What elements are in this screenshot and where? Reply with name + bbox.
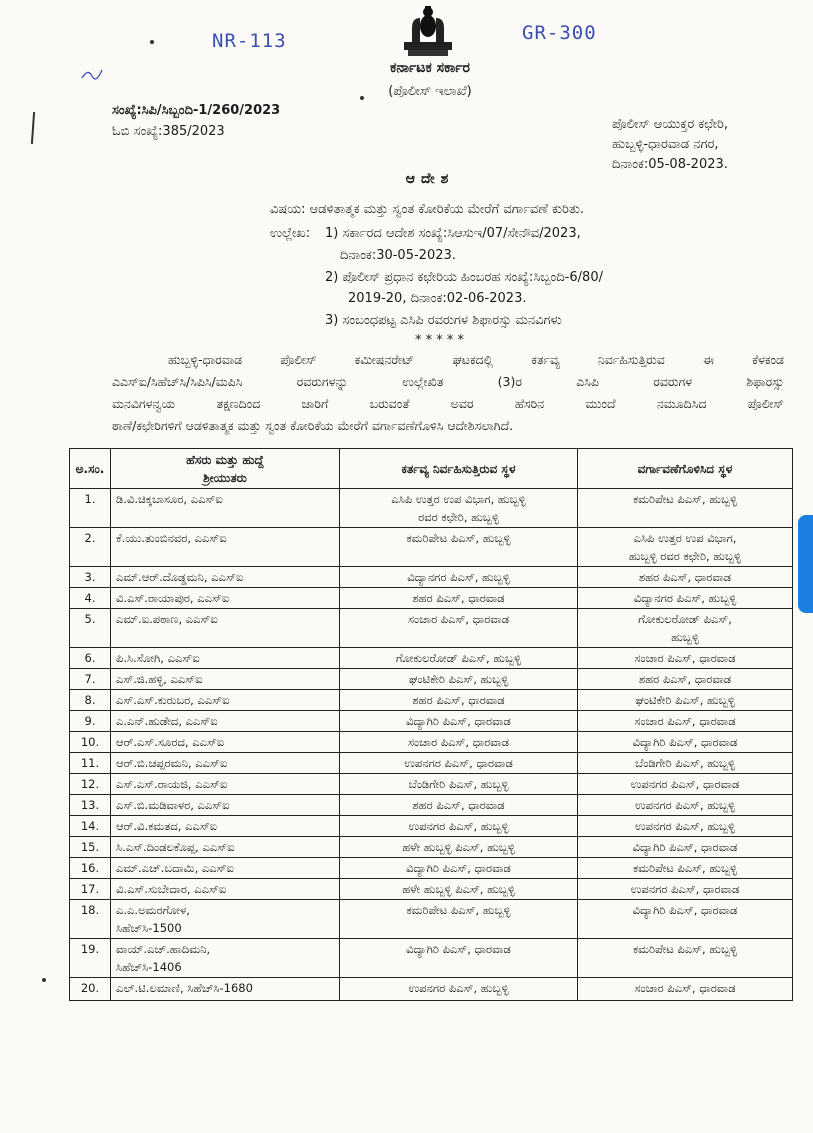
reference-2-line1: 2) ಪೊಲೀಸ್ ಪ್ರಧಾನ ಕಛೇರಿಯ ಹಿಂಬರಹ ಸಂಖ್ಯೆ:ಸಿಬ್ಬಂದಿ-6/80/ — [325, 270, 603, 285]
reference-2-line2: 2019-20, ದಿನಾಂಕ:02-06-2023. — [348, 291, 527, 306]
table-row — [70, 795, 793, 816]
serial-cell — [70, 837, 111, 858]
current-place-cell — [340, 567, 578, 588]
transfer-place-cell — [578, 858, 793, 879]
serial-cell-text: 5. — [84, 612, 96, 626]
serial-cell-text: 16. — [80, 861, 100, 875]
name-cell — [111, 588, 340, 609]
name-cell — [111, 939, 340, 978]
transfer-place-cell-text: ಉಪನಗರ ಪಿಎಸ್, ಹುಬ್ಬಳ್ಳಿ — [635, 798, 735, 812]
transfer-place-cell-text: ಸಂಚಾರ ಪಿಎಸ್, ಧಾರವಾಡ — [634, 981, 736, 995]
serial-cell-text: 17. — [80, 882, 100, 896]
transfer-place-cell-text: ಘಂಟಿಕೇರಿ ಪಿಎಸ್, ಹುಬ್ಬಳ್ಳಿ — [635, 693, 735, 707]
current-place-cell — [340, 669, 578, 690]
name-cell-text: ಪಿ.ಸಿ.ಸೋಗಿ, ಎಎಸ್ಐ — [116, 651, 200, 665]
edge-tab[interactable] — [798, 515, 813, 613]
serial-cell-text: 4. — [84, 591, 96, 605]
department-name: (ಪೊಲೀಸ್ ಇಲಾಖೆ) — [388, 84, 472, 99]
office-city: ಹುಬ್ಬಳ್ಳಿ-ಧಾರವಾಡ ನಗರ, — [612, 137, 719, 152]
name-cell-text: ಎಮ್.ಐ.ಪಠಾಣ, ಎಎಸ್ಐ — [116, 612, 218, 626]
serial-cell — [70, 648, 111, 669]
transfer-place-cell-text: ಕಮರಿಪೇಟ ಪಿಎಸ್, ಹುಬ್ಬಳ್ಳಿ — [632, 492, 738, 506]
transfer-place-cell-text: ಗೋಕುಲರೋಡ್ ಪಿಎಸ್, — [638, 612, 732, 626]
transfer-place-cell-text: ಸಂಚಾರ ಪಿಎಸ್, ಧಾರವಾಡ — [634, 651, 736, 665]
name-cell — [111, 837, 340, 858]
transfer-place-cell — [578, 648, 793, 669]
current-place-cell-text: ವಿದ್ಯಾನಗರ ಪಿಎಸ್, ಹುಬ್ಬಳ್ಳಿ — [407, 570, 510, 584]
current-place-cell-text: ಉಪನಗರ ಪಿಎಸ್, ಹುಬ್ಬಳ್ಳಿ — [408, 819, 509, 833]
order-body-line: ಹುಬ್ಬಳ್ಳಿ-ಧಾರವಾಡ ಪೊಲೀಸ್ ಕಮೀಷನರೇಟ್ ಘಟಕದಲ್ಲಿ ಕರ್ತವ್ಯ ನಿರ್ವಹಿಸುತ್ತಿರುವ ಈ ಕೆಳಕಂಡ — [168, 352, 784, 367]
name-cell-text: ಕೆ.ಯು.ತುಂಬಿನವರ, ಎಎಸ್ಐ — [116, 531, 227, 545]
handwritten-note-left: NR-113 — [212, 30, 287, 52]
serial-cell-text: 7. — [84, 672, 96, 686]
serial-cell-text: 9. — [84, 714, 96, 728]
table-row — [70, 609, 793, 648]
current-place-cell — [340, 732, 578, 753]
table-row — [70, 588, 793, 609]
table-row — [70, 774, 793, 795]
table-row — [70, 978, 793, 1001]
serial-cell — [70, 567, 111, 588]
serial-cell-text: 20. — [80, 981, 100, 995]
current-place-cell-text: ವಿದ್ಯಾಗಿರಿ ಪಿಎಸ್, ಧಾರವಾಡ — [406, 861, 511, 875]
serial-cell — [70, 528, 111, 567]
reference-number: ಸಂಖ್ಯೆ:ಸಿಪಿ/ಸಿಬ್ಬಂದಿ-1/260/2023 — [112, 103, 281, 118]
serial-cell-text: 12. — [80, 777, 100, 791]
transfer-place-cell — [578, 816, 793, 837]
name-cell — [111, 900, 340, 939]
current-place-cell-text: ಸಂಚಾರ ಪಿಎಸ್, ಧಾರವಾಡ — [407, 735, 510, 749]
order-body-line: ಎಎಸ್ಐ/ಸಿಹೆಚ್‌ಸಿ/ಸಿಪಿಸಿ/ಮಪಿಸಿ ರವರುಗಳನ್ನು ಉಲ್ಲೇಖಿತ (3)ರ ಎಸಿಪಿ ರವರುಗಳ ಶಿಫಾರಸ್ಸು — [112, 374, 784, 389]
current-place-cell — [340, 774, 578, 795]
name-cell — [111, 732, 340, 753]
name-cell-text: ಎಮ್.ಆರ್.ದೊಡ್ಡಮನಿ, ಎಎಸ್ಐ — [116, 570, 244, 584]
transfer-place-cell-text: ಉಪನಗರ ಪಿಎಸ್, ಹುಬ್ಬಳ್ಳಿ — [635, 819, 735, 833]
table-header-row — [70, 449, 793, 489]
table-row — [70, 528, 793, 567]
serial-cell — [70, 879, 111, 900]
table-row — [70, 939, 793, 978]
current-place-cell — [340, 489, 578, 528]
serial-cell-text: 19. — [80, 942, 100, 956]
current-place-cell — [340, 858, 578, 879]
table-row — [70, 648, 793, 669]
serial-cell — [70, 732, 111, 753]
table-row — [70, 567, 793, 588]
name-cell-text: ಎಸ್.ಎಸ್.ರಾಯಜಿ, ಎಎಸ್ಐ — [116, 777, 228, 791]
current-place-cell-text: ಹಳೇ ಹುಬ್ಬಳ್ಳಿ ಪಿಎಸ್, ಹುಬ್ಬಳ್ಳಿ — [402, 882, 515, 896]
header-name-line1: ಹೆಸರು ಮತ್ತು ಹುದ್ದೆ — [186, 452, 264, 467]
transfer-table — [69, 448, 793, 1001]
order-date: ದಿನಾಂಕ:05-08-2023. — [612, 157, 728, 172]
current-place-cell — [340, 816, 578, 837]
table-row — [70, 489, 793, 528]
transfer-place-cell — [578, 795, 793, 816]
table-row — [70, 753, 793, 774]
ink-dot — [150, 40, 154, 44]
current-place-cell-text: ಉಪನಗರ ಪಿಎಸ್, ಧಾರವಾಡ — [404, 756, 513, 770]
name-cell-text: ಡಿ.ವಿ.ಚಿಕ್ಕಬಾಸೂರ, ಎಎಸ್ಐ — [116, 492, 223, 506]
name-cell — [111, 609, 340, 648]
name-cell-text: ಎಲ್.ಟಿ.ಲಮಾಣಿ, ಸಿಹೆಚ್‌ಸಿ-1680 — [116, 981, 253, 995]
name-cell-text: ಎಮ್.ಎಚ್.ಬದಾಮಿ, ಎಎಸ್ಐ — [116, 861, 234, 875]
serial-cell-text: 13. — [80, 798, 100, 812]
transfer-place-cell — [578, 837, 793, 858]
current-place-cell — [340, 753, 578, 774]
current-place-cell — [340, 900, 578, 939]
transfer-place-cell-text: ವಿದ್ಯಾಗಿರಿ ಪಿಎಸ್, ಧಾರವಾಡ — [632, 903, 738, 917]
name-cell-text: ವಿ.ಎಸ್.ಸುಬೇದಾರ, ಎಎಸ್ಐ — [116, 882, 227, 896]
current-place-cell-text: ಶಹರ ಪಿಎಸ್, ಧಾರವಾಡ — [412, 591, 505, 605]
serial-cell-text: 8. — [84, 693, 96, 707]
handwritten-note-right: GR-300 — [522, 22, 597, 44]
name-cell-text: ವಾಯ್.ಎಚ್.ಹಾದಿಮನಿ, — [116, 942, 211, 956]
serial-cell — [70, 690, 111, 711]
transfer-place-cell-text: ವಿದ್ಯಾಗಿರಿ ಪಿಎಸ್, ಧಾರವಾಡ — [632, 735, 738, 749]
current-place-cell-text: ಗೋಕುಲರೋಡ್ ಪಿಎಸ್, ಹುಬ್ಬಳ್ಳಿ — [395, 651, 522, 665]
serial-cell-text: 14. — [80, 819, 100, 833]
table-row — [70, 816, 793, 837]
order-body-line: ಠಾಣೆ/ಕಛೇರಿಗಳಿಗೆ ಆಡಳಿತಾತ್ಮಕ ಮತ್ತು ಸ್ವಂತ ಕೋರಿಕೆಯ ಮೇರೆಗೆ ವರ್ಗಾವಣೆಗೊಳಿಸಿ ಆದೇಶಿಸಲಾಗಿದೆ. — [112, 418, 514, 433]
transfer-place-cell — [578, 489, 793, 528]
transfer-place-cell-text: ವಿದ್ಯಾನಗರ ಪಿಎಸ್, ಹುಬ್ಬಳ್ಳಿ — [633, 591, 737, 605]
transfer-place-cell — [578, 711, 793, 732]
transfer-place-cell-text: ಶಹರ ಪಿಎಸ್, ಧಾರವಾಡ — [638, 570, 732, 584]
serial-cell-text: 15. — [80, 840, 100, 854]
current-place-cell — [340, 978, 578, 1001]
transfer-place-cell — [578, 732, 793, 753]
current-place-cell-text: ರವರ ಕಛೇರಿ, ಹುಬ್ಬಳ್ಳಿ — [418, 510, 499, 524]
table-row — [70, 690, 793, 711]
serial-cell-text: 18. — [80, 903, 100, 917]
transfer-place-cell-text: ಉಪನಗರ ಪಿಎಸ್, ಧಾರವಾಡ — [630, 882, 740, 896]
name-cell — [111, 795, 340, 816]
serial-cell — [70, 774, 111, 795]
table-row — [70, 879, 793, 900]
table-row — [70, 669, 793, 690]
name-cell-text: ಆರ್.ಬಿ.ಚಪ್ಪರಮನಿ, ಎಎಸ್ಐ — [116, 756, 228, 770]
name-cell-text: ಆರ್.ವಿ.ಕಮತದ, ಎಎಸ್ಐ — [116, 819, 218, 833]
current-place-cell — [340, 939, 578, 978]
order-body-line: ಮನವಿಗಳನ್ವಯ ತಕ್ಷಣದಿಂದ ಜಾರಿಗೆ ಬರುವಂತೆ ಅವರ ಹೆಸರಿನ ಮುಂದೆ ನಮೂದಿಸಿದ ಪೊಲೀಸ್ — [112, 396, 784, 411]
serial-cell — [70, 900, 111, 939]
name-cell-text: ಎ.ಎ.ಅಮರಗೋಳ, — [116, 903, 190, 917]
name-cell — [111, 978, 340, 1001]
header-transfer-place: ವರ್ಗಾವಣೆಗೊಳಿಸಿದ ಸ್ಥಳ — [578, 449, 793, 489]
header-current-place: ಕರ್ತವ್ಯ ನಿರ್ವಹಿಸುತ್ತಿರುವ ಸ್ಥಳ — [340, 449, 578, 489]
transfer-place-cell-text: ವಿದ್ಯಾಗಿರಿ ಪಿಎಸ್, ಧಾರವಾಡ — [632, 840, 738, 854]
current-place-cell-text: ಕಮರಿಪೇಟ ಪಿಎಸ್, ಹುಬ್ಬಳ್ಳಿ — [406, 531, 511, 545]
name-cell-text: ಎ.ಎನ್.ಹುಡೇದ, ಎಎಸ್ಐ — [116, 714, 218, 728]
serial-cell — [70, 816, 111, 837]
serial-cell — [70, 609, 111, 648]
name-cell-text: ಆರ್.ಎಸ್.ಸೂರದ, ಎಎಸ್ಐ — [116, 735, 225, 749]
ob-number: ಓಬಿ ಸಂಖ್ಯೆ:385/2023 — [112, 124, 225, 139]
serial-cell — [70, 858, 111, 879]
current-place-cell — [340, 609, 578, 648]
transfer-place-cell — [578, 588, 793, 609]
reference-1-line1: 1) ಸರ್ಕಾರದ ಆದೇಶ ಸಂಖ್ಯೆ:ಸಿಆಸುಇ/07/ಸೇನೌವ/2023, — [325, 226, 581, 241]
name-cell — [111, 648, 340, 669]
table-row — [70, 858, 793, 879]
current-place-cell-text: ಎಸಿಪಿ ಉತ್ತರ ಉಪ ವಿಭಾಗ, ಹುಬ್ಬಳ್ಳಿ — [391, 492, 526, 506]
reference-1-line2: ದಿನಾಂಕ:30-05-2023. — [340, 248, 456, 263]
transfer-place-cell — [578, 900, 793, 939]
serial-cell — [70, 669, 111, 690]
name-cell-text: ಎಸ್.ಜಿ.ಹಳ್ಳಿ, ಎಎಸ್ಐ — [116, 672, 203, 686]
transfer-place-cell-text: ಶಹರ ಪಿಎಸ್, ಧಾರವಾಡ — [638, 672, 732, 686]
serial-cell — [70, 489, 111, 528]
pen-scribble — [80, 64, 104, 84]
government-title: ಕರ್ನಾಟಕ ಸರ್ಕಾರ — [390, 60, 470, 76]
current-place-cell — [340, 795, 578, 816]
transfer-place-cell — [578, 879, 793, 900]
serial-cell — [70, 795, 111, 816]
serial-cell — [70, 939, 111, 978]
state-emblem-icon — [398, 6, 458, 58]
current-place-cell — [340, 837, 578, 858]
header-serial: ಅ.ಸಂ. — [70, 449, 111, 489]
transfer-place-cell — [578, 567, 793, 588]
current-place-cell — [340, 879, 578, 900]
name-cell — [111, 879, 340, 900]
margin-mark — [31, 112, 35, 144]
name-cell-text: ಎಸ್.ಎಸ್.ಕುರುಬರ, ಎಎಸ್ಐ — [116, 693, 230, 707]
current-place-cell — [340, 711, 578, 732]
serial-cell — [70, 711, 111, 732]
current-place-cell-text: ಹಳೇ ಹುಬ್ಬಳ್ಳಿ ಪಿಎಸ್, ಹುಬ್ಬಳ್ಳಿ — [402, 840, 515, 854]
reference-label: ಉಲ್ಲೇಖ: — [270, 226, 311, 241]
transfer-place-cell — [578, 609, 793, 648]
transfer-place-cell — [578, 528, 793, 567]
transfer-place-cell — [578, 669, 793, 690]
transfer-place-cell — [578, 939, 793, 978]
transfer-place-cell-text: ಹುಬ್ಬಳ್ಳಿ — [671, 630, 699, 644]
name-cell — [111, 858, 340, 879]
current-place-cell-text: ಉಪನಗರ ಪಿಎಸ್, ಹುಬ್ಬಳ್ಳಿ — [408, 981, 509, 995]
current-place-cell — [340, 588, 578, 609]
name-cell — [111, 753, 340, 774]
transfer-place-cell-text: ಕಮರಿಪೇಟ ಪಿಎಸ್, ಹುಬ್ಬಳ್ಳಿ — [632, 942, 738, 956]
header-name-line2: ಶ್ರೀಯುತರು — [203, 470, 247, 485]
serial-cell-text: 2. — [84, 531, 96, 545]
office-name: ಪೊಲೀಸ್ ಆಯುಕ್ತರ ಕಛೇರಿ, — [612, 117, 728, 132]
name-cell-text: ವಿ.ಎಸ್.ರಾಯಾಪುರ, ಎಎಸ್ಐ — [116, 591, 230, 605]
subject-line: ವಿಷಯ: ಆಡಳಿತಾತ್ಮಕ ಮತ್ತು ಸ್ವಂತ ಕೋರಿಕೆಯ ಮೇರೆಗೆ ವರ್ಗಾವಣೆ ಕುರಿತು. — [270, 202, 585, 217]
transfer-place-cell-text: ಎಸಿಪಿ ಉತ್ತರ ಉಪ ವಿಭಾಗ, — [633, 531, 737, 545]
name-cell — [111, 669, 340, 690]
transfer-place-cell-text: ಬೆಂಡಿಗೇರಿ ಪಿಎಸ್, ಹುಬ್ಬಳ್ಳಿ — [635, 756, 735, 770]
name-cell-text: ಸಿಹೆಚ್‌ಸಿ-1406 — [116, 960, 182, 974]
serial-cell-text: 3. — [84, 570, 96, 584]
transfer-place-cell-text: ಉಪನಗರ ಪಿಎಸ್, ಧಾರವಾಡ — [630, 777, 740, 791]
serial-cell-text: 10. — [80, 735, 100, 749]
name-cell — [111, 690, 340, 711]
serial-cell — [70, 978, 111, 1001]
table-row — [70, 900, 793, 939]
name-cell — [111, 567, 340, 588]
current-place-cell-text: ವಿದ್ಯಾಗಿರಿ ಪಿಎಸ್, ಧಾರವಾಡ — [406, 942, 511, 956]
table-row — [70, 732, 793, 753]
transfer-place-cell — [578, 690, 793, 711]
current-place-cell-text: ವಿದ್ಯಾಗಿರಿ ಪಿಎಸ್, ಧಾರವಾಡ — [406, 714, 511, 728]
name-cell — [111, 528, 340, 567]
name-cell — [111, 816, 340, 837]
name-cell — [111, 711, 340, 732]
transfer-place-cell-text: ಕಮರಿಪೇಟ ಪಿಎಸ್, ಹುಬ್ಬಳ್ಳಿ — [632, 861, 738, 875]
ink-dot — [42, 978, 46, 982]
transfer-place-cell — [578, 978, 793, 1001]
current-place-cell — [340, 690, 578, 711]
current-place-cell-text: ಸಂಚಾರ ಪಿಎಸ್, ಧಾರವಾಡ — [407, 612, 510, 626]
serial-cell — [70, 588, 111, 609]
name-cell-text: ಎಸ್.ಬಿ.ಮಡಿವಾಳರ, ಎಎಸ್ಐ — [116, 798, 230, 812]
current-place-cell-text: ಬೆಂಡಿಗೇರಿ ಪಿಎಸ್, ಹುಬ್ಬಳ್ಳಿ — [408, 777, 509, 791]
serial-cell-text: 6. — [84, 651, 96, 665]
separator-stars: * * * * * — [415, 333, 465, 348]
serial-cell — [70, 753, 111, 774]
current-place-cell — [340, 648, 578, 669]
transfer-place-cell-text: ಸಂಚಾರ ಪಿಎಸ್, ಧಾರವಾಡ — [634, 714, 736, 728]
table-row — [70, 711, 793, 732]
serial-cell-text: 1. — [84, 492, 96, 506]
name-cell-text: ಸಿಹೆಚ್‌ಸಿ-1500 — [116, 921, 182, 935]
header-name — [111, 449, 340, 489]
current-place-cell — [340, 528, 578, 567]
transfer-place-cell-text: ಹುಬ್ಬಳ್ಳಿ ರವರ ಕಛೇರಿ, ಹುಬ್ಬಳ್ಳಿ — [628, 549, 742, 563]
current-place-cell-text: ಘಂಟಿಕೇರಿ ಪಿಎಸ್, ಹುಬ್ಬಳ್ಳಿ — [408, 672, 509, 686]
current-place-cell-text: ಶಹರ ಪಿಎಸ್, ಧಾರವಾಡ — [412, 798, 505, 812]
table-row — [70, 837, 793, 858]
name-cell — [111, 489, 340, 528]
name-cell — [111, 774, 340, 795]
order-body — [112, 349, 784, 437]
order-title: ಆದೇಶ — [405, 171, 455, 187]
transfer-place-cell — [578, 753, 793, 774]
current-place-cell-text: ಶಹರ ಪಿಎಸ್, ಧಾರವಾಡ — [412, 693, 505, 707]
current-place-cell-text: ಕಮರಿಪೇಟ ಪಿಎಸ್, ಹುಬ್ಬಳ್ಳಿ — [406, 903, 511, 917]
transfer-place-cell — [578, 774, 793, 795]
reference-3: 3) ಸಂಬಂಧಪಟ್ಟ ಎಸಿಪಿ ರವರುಗಳ ಶಿಫಾರಸ್ಸು ಮನವಿಗಳು — [325, 313, 562, 328]
name-cell-text: ಸಿ.ಎಸ್.ದಿಂಡಲಕೊಪ್ಪ, ಎಎಸ್ಐ — [116, 840, 235, 854]
serial-cell-text: 11. — [80, 756, 100, 770]
